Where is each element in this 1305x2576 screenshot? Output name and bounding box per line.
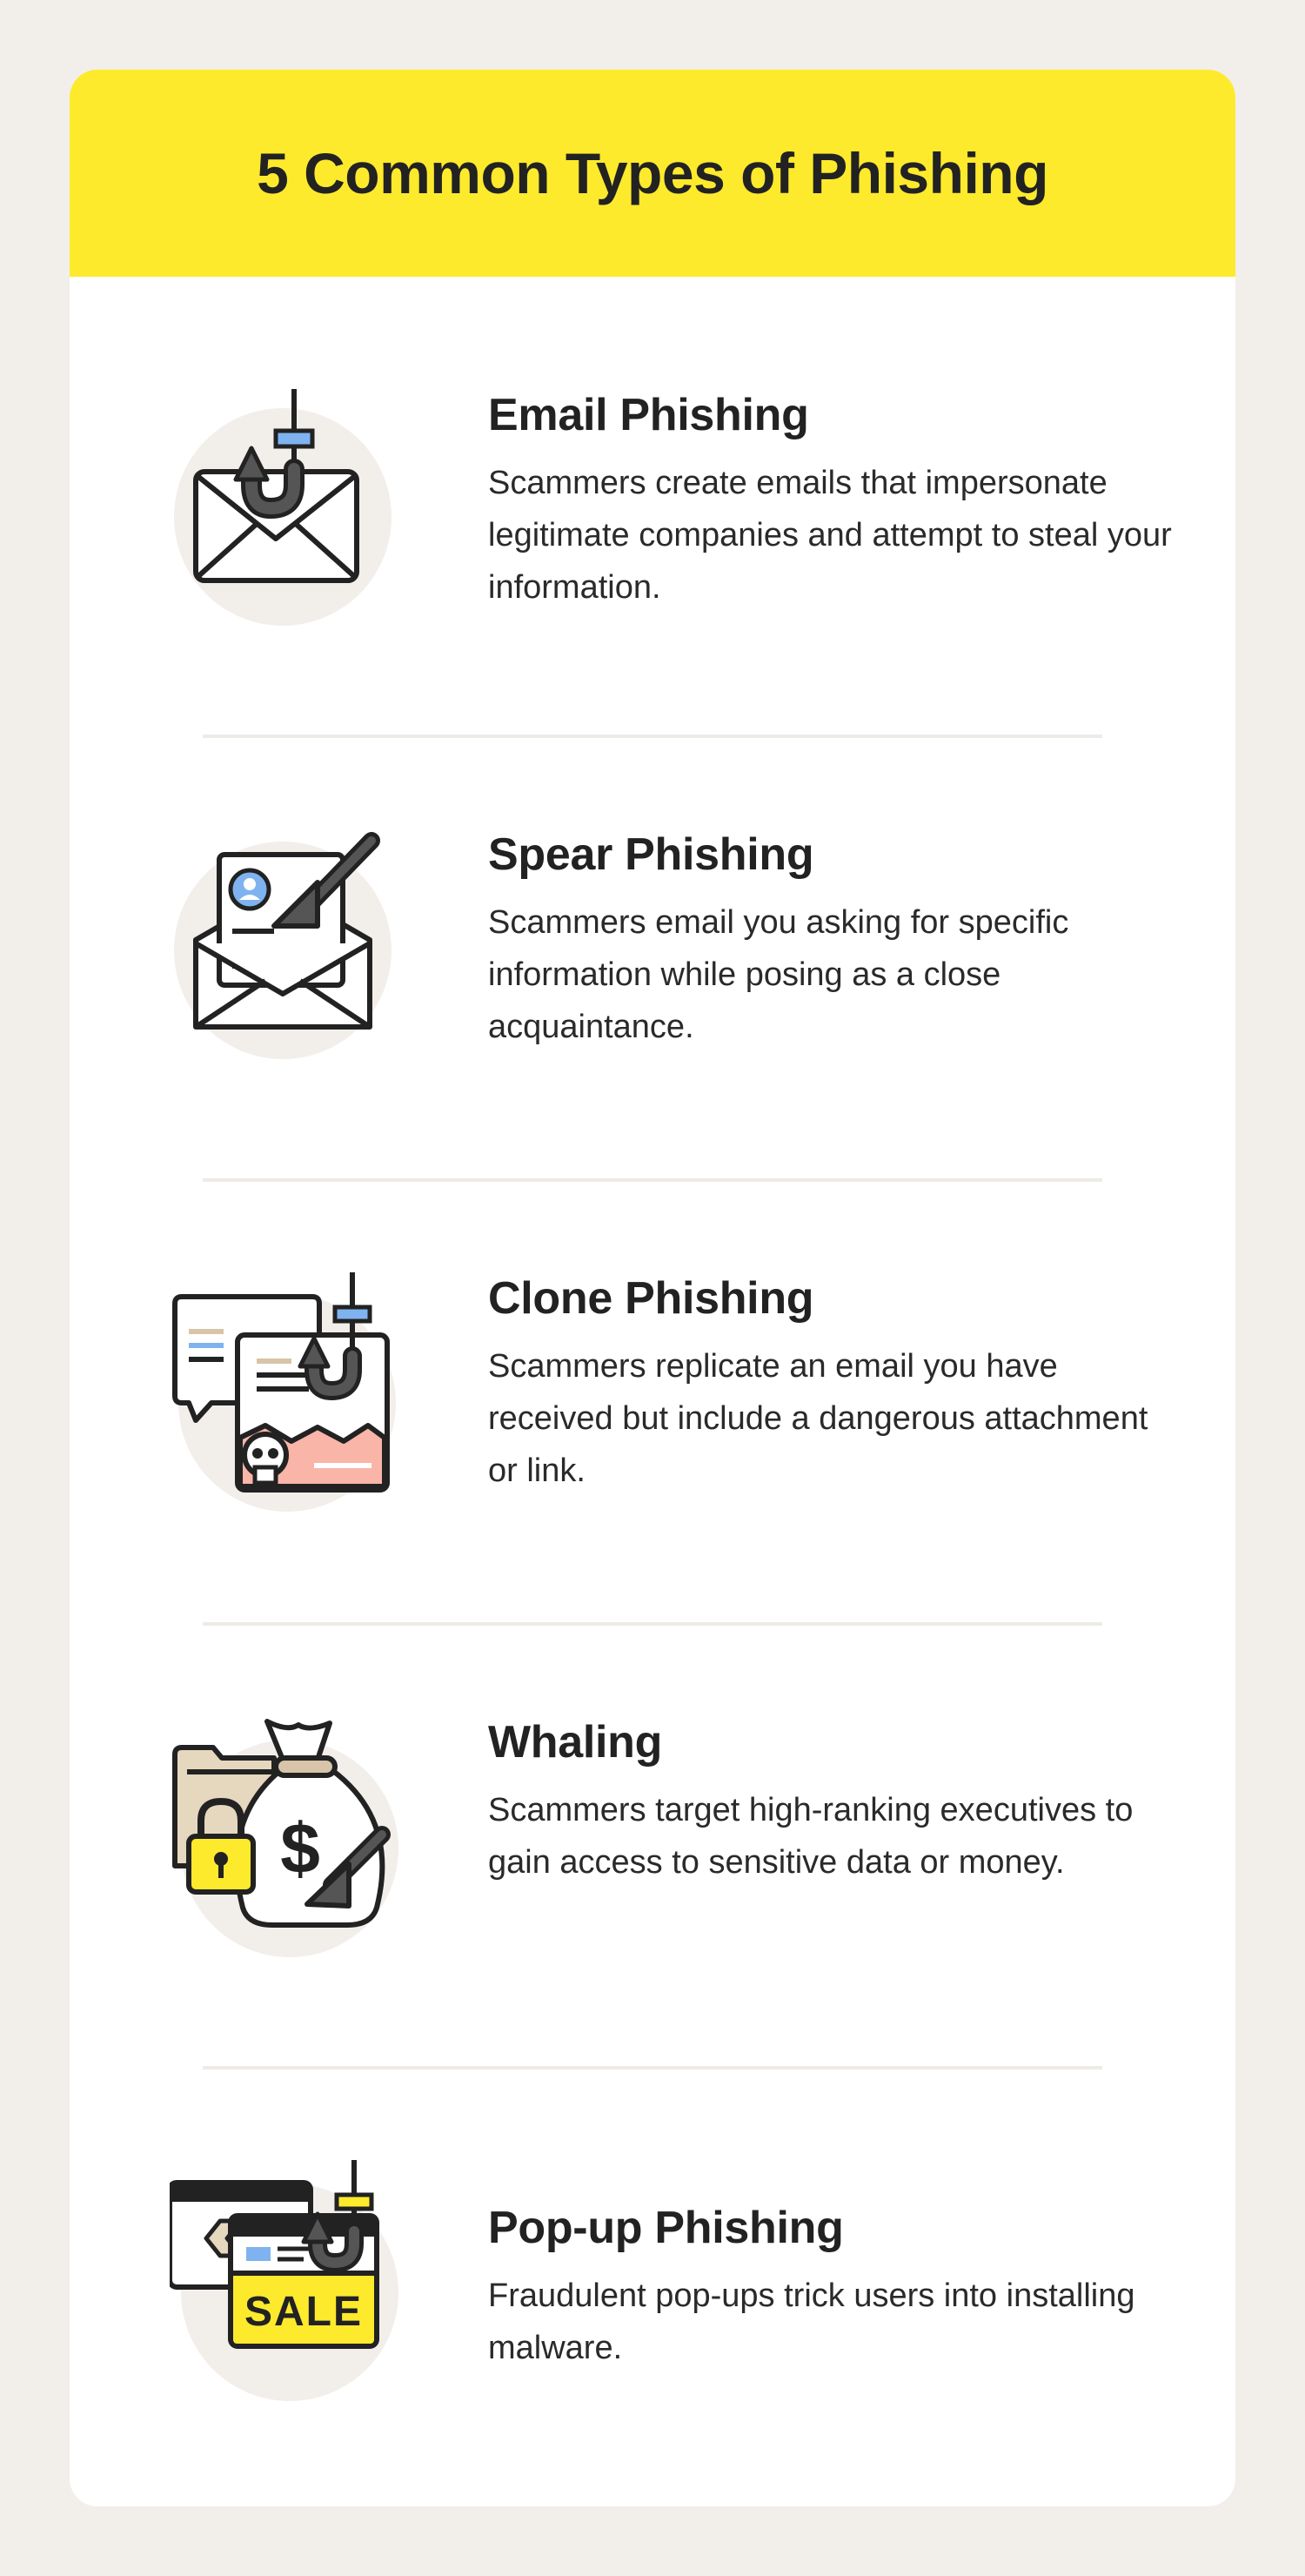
money-bag-lock-icon [170,1716,431,1977]
cloned-email-skull-icon [170,1272,431,1533]
sale-popup-icon [170,2160,431,2421]
infographic-card [70,70,1235,2506]
item-whaling [70,1716,1235,1977]
item-description: Scammers target high-ranking executives to gain access to sensitive data or money. [488,1792,1134,1881]
item-description: Scammers email you asking for specific information while posing as a close acquaintance. [488,904,1069,1045]
item-text [488,1272,1184,1497]
sale-label: SALE [244,2289,364,2335]
item-spear-phishing [70,828,1235,1090]
item-popup-phishing [70,2160,1235,2421]
item-title: Pop-up Phishing [488,2203,844,2253]
divider [203,735,1102,738]
page-title: 5 Common Types of Phishing [257,141,1048,205]
item-title: Spear Phishing [488,829,814,880]
item-description: Scammers replicate an email you have received but include a dangerous attachment or link. [488,1348,1148,1489]
item-description: Fraudulent pop-ups trick users into installing malware. [488,2277,1135,2366]
header-banner [70,70,1235,277]
spear-letter-icon [170,828,431,1090]
email-hook-icon [170,389,431,650]
dollar-sign: $ [280,1809,320,1888]
divider [203,1178,1102,1182]
item-text [488,828,1184,1053]
item-text [488,389,1184,614]
item-title: Whaling [488,1717,663,1768]
item-clone-phishing [70,1272,1235,1533]
item-title: Email Phishing [488,390,809,440]
item-title: Clone Phishing [488,1273,814,1324]
item-email-phishing [70,389,1235,650]
item-description: Scammers create emails that impersonate legitimate companies and attempt to steal your information. [488,465,1172,606]
divider [203,1622,1102,1626]
item-text [488,2202,1184,2374]
divider [203,2066,1102,2070]
item-text [488,1716,1184,1888]
